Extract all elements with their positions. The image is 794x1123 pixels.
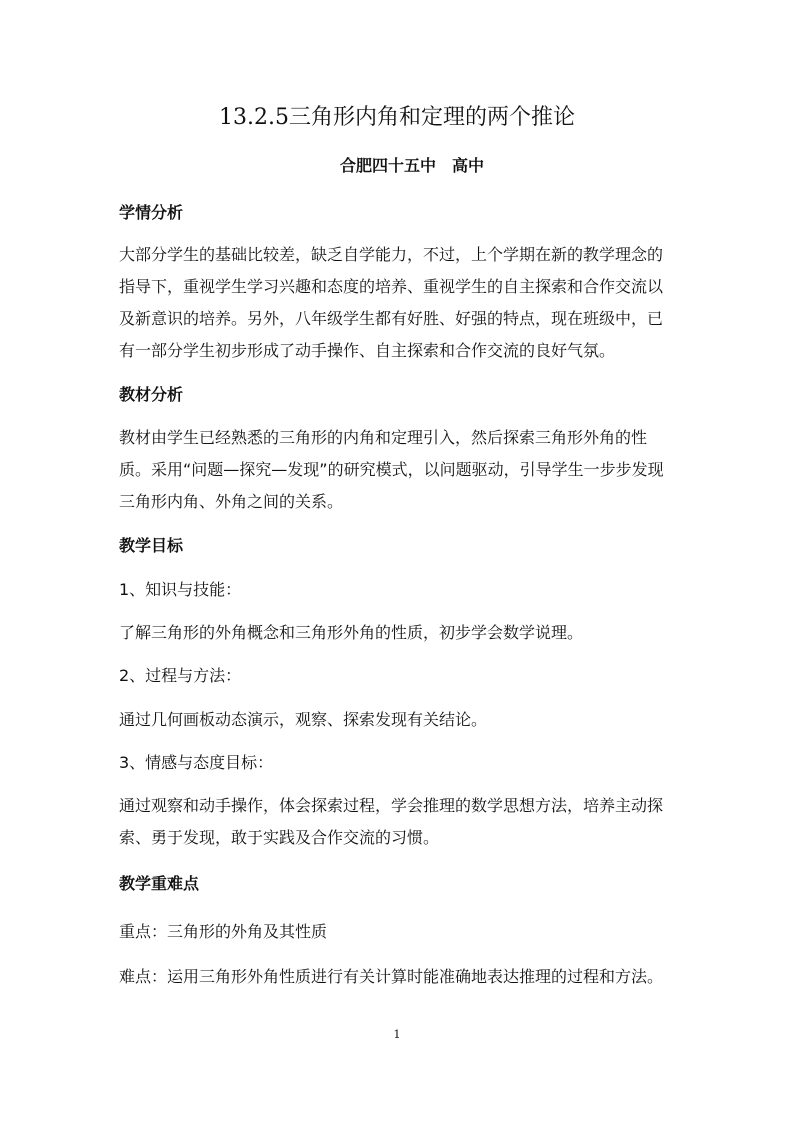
- heading-student-analysis: 学情分析: [119, 203, 184, 222]
- paragraph-student-analysis: 大部分学生的基础比较差，缺乏自学能力，不过，上个学期在新的教学理念的指导下，重视学生学习兴趣和态度的培养、重视学生的自主探索和合作交流以及新意识的培养。另外，八年级学生都有好胜、好强的特点，现在班级中，已有一部分学生初步形成了动手操作、自主探索和合作交流的良好气氛。: [119, 245, 664, 360]
- goal-body-3: 通过观察和动手操作，体会探索过程，学会推理的数学思想方法，培养主动探索、勇于发现，敢于实践及合作交流的习惯。: [119, 796, 664, 847]
- heading-teaching-goals: 教学目标: [119, 536, 184, 555]
- key-point: 重点：三角形的外角及其性质: [119, 922, 328, 941]
- goal-label-2: 2、过程与方法：: [119, 666, 242, 685]
- goal-label-3: 3、情感与态度目标：: [119, 753, 274, 772]
- document-title: 13.2.5三角形内角和定理的两个推论: [219, 105, 575, 130]
- difficult-point: 难点：运用三角形外角性质进行有关计算时能准确地表达推理的过程和方法。: [119, 967, 664, 986]
- heading-key-difficult-points: 教学重难点: [119, 874, 200, 893]
- heading-material-analysis: 教材分析: [119, 385, 184, 404]
- paragraph-material-analysis: 教材由学生已经熟悉的三角形的内角和定理引入，然后探索三角形外角的性质。采用“问题—探究—发现”的研究模式，以问题驱动，引导学生一步步发现三角形内角、外角之间的关系。: [119, 428, 664, 511]
- document-subtitle: 合肥四十五中 高中: [339, 156, 484, 175]
- goal-body-2: 通过几何画板动态演示，观察、探索发现有关结论。: [119, 710, 488, 729]
- goal-body-1: 了解三角形的外角概念和三角形外角的性质，初步学会数学说理。: [119, 623, 584, 642]
- page-number: 1: [393, 1028, 401, 1041]
- goal-label-1: 1、知识与技能：: [119, 580, 242, 599]
